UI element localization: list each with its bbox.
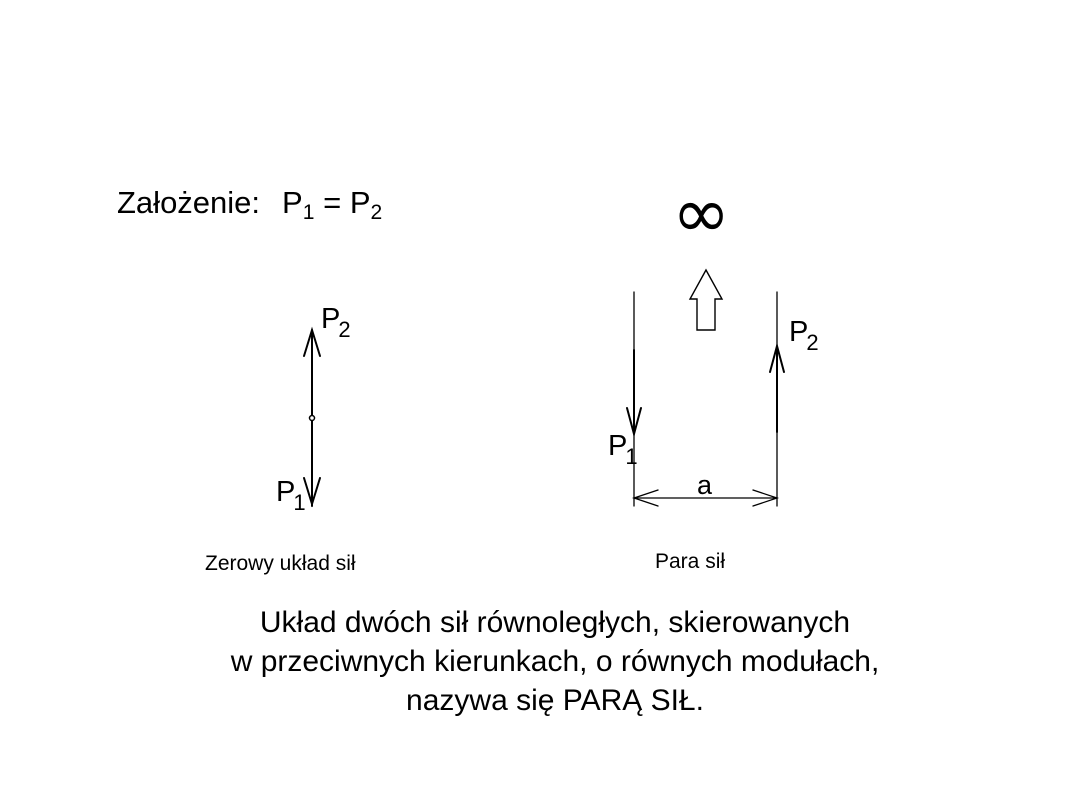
assumption-rhs-index: 2 — [370, 200, 383, 224]
zero-system-top-force-index: 2 — [338, 317, 351, 342]
definition-line-1: Układ dwóch sił równoległych, skierowanych — [259, 606, 851, 639]
zero-system-caption: Zerowy układ sił — [205, 552, 356, 575]
assumption-equals: = — [323, 185, 342, 220]
zero-system-bottom-force-label — [276, 476, 306, 515]
assumption-label: Założenie: — [117, 185, 261, 220]
definition-text — [140, 603, 970, 720]
zero-system-bottom-force-symbol: P — [276, 476, 296, 508]
zero-system-bottom-force-index: 1 — [293, 490, 306, 515]
force-couple-caption: Para sił — [655, 550, 726, 573]
definition-line-3: nazywa się PARĄ SIŁ. — [406, 684, 704, 717]
couple-distance-label: a — [697, 470, 713, 500]
couple-right-force-index: 2 — [806, 330, 819, 355]
assumption-rhs-symbol: P — [349, 185, 371, 220]
hollow-arrow-up-icon — [690, 270, 722, 330]
couple-left-force-symbol: P — [608, 430, 628, 462]
couple-left-force-label — [608, 430, 638, 469]
zero-system-diagram — [304, 330, 320, 506]
assumption-lhs-index: 1 — [302, 200, 315, 224]
couple-right-force-symbol: P — [789, 316, 809, 348]
zero-system-application-point — [310, 416, 315, 421]
assumption-lhs-symbol: P — [282, 185, 303, 220]
couple-left-force-index: 1 — [625, 444, 638, 469]
zero-system-top-force-symbol: P — [321, 303, 341, 335]
couple-right-force-label — [789, 316, 819, 355]
definition-line-2: w przeciwnych kierunkach, o równych modułach, — [230, 645, 880, 678]
infinity-symbol: ∞ — [672, 172, 731, 254]
zero-system-top-force-label — [321, 303, 351, 342]
